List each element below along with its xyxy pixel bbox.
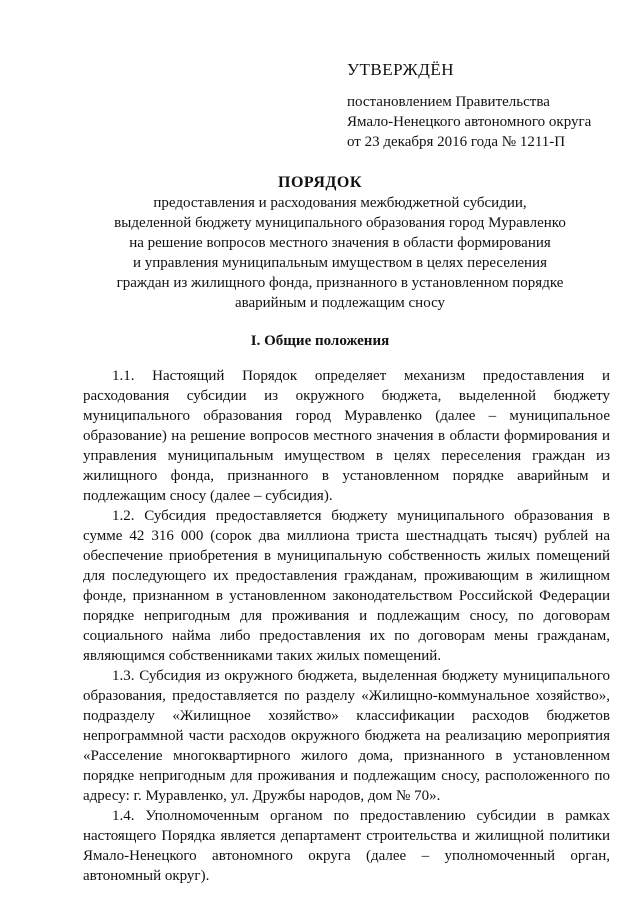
paragraph-1-2: 1.2. Субсидия предоставляется бюджету муниципального образования в сумме 42 316 000 (сорок два миллиона триста шестнадцать тысяч) рублей на обеспечение приобретения в муниципальную собственность жилых помещений для последующего их предоставления гражданам, проживающим в жилищном фонде, признанном в установленном законодательством Российской Федерации порядке непригодным для проживания и подлежащим сносу, по договорам социального найма либо предоставления их по договорам мены гражданам, являющимся собственниками таких жилых помещений. [83,508,610,664]
paragraph-1-4: 1.4. Уполномоченным органом по предоставлению субсидии в рамках настоящего Порядка является департамент строительства и жилищной политики Ямало-Ненецкого автономного округа (далее – уполномоченный орган, автономный округ). [83,808,610,884]
subtitle-line: и управления муниципальным имуществом в целях переселения [132,255,547,271]
section-heading: I. Общие положения [250,333,390,349]
paragraph-1-3: 1.3. Субсидия из окружного бюджета, выделенная бюджету муниципального образования, предоставляется по разделу «Жилищно-коммунальное хозяйство», подразделу «Жилищное хозяйство» классификации расходов бюджетов непрограммной части расходов окружного бюджета на реализацию мероприятия «Расселение многоквартирного жилого дома, признанного в установленном порядке непригодным для проживания и подлежащим сносу, расположенного по адресу: г. Муравленко, ул. Дружбы народов, дом № 70». [83,668,610,804]
approval-block [347,60,627,152]
paragraph-1-1: 1.1. Настоящий Порядок определяет механизм предоставления и расходования субсидии из окружного бюджета, выделенной бюджету муниципального образования город Муравленко (далее – муниципальное образование) на решение вопросов местного значения в области формирования и управления муниципальным имуществом в целях переселения граждан из жилищного фонда, признанного в установленном порядке аварийным и подлежащим сносу (далее – субсидия). [83,368,610,504]
subtitle-line: выделенной бюджету муниципального образования город Муравленко [114,215,566,231]
document-title: ПОРЯДОК [278,174,362,191]
approval-title: УТВЕРЖДЁН [347,60,454,79]
approval-line-region: Ямало-Ненецкого автономного округа [347,114,592,130]
section-body [83,366,610,886]
subtitle-line: аварийным и подлежащим сносу [234,295,446,311]
subtitle-line: на решение вопросов местного значения в области формирования [129,235,551,251]
approval-line-date: от 23 декабря 2016 года № 1211-П [347,134,566,150]
approval-line-decree: постановлением Правительства [347,94,550,110]
document-subtitle [60,193,620,313]
subtitle-line: граждан из жилищного фонда, признанного в установленном порядке [116,275,564,291]
subtitle-line: предоставления и расходования межбюджетной субсидии, [153,195,527,211]
